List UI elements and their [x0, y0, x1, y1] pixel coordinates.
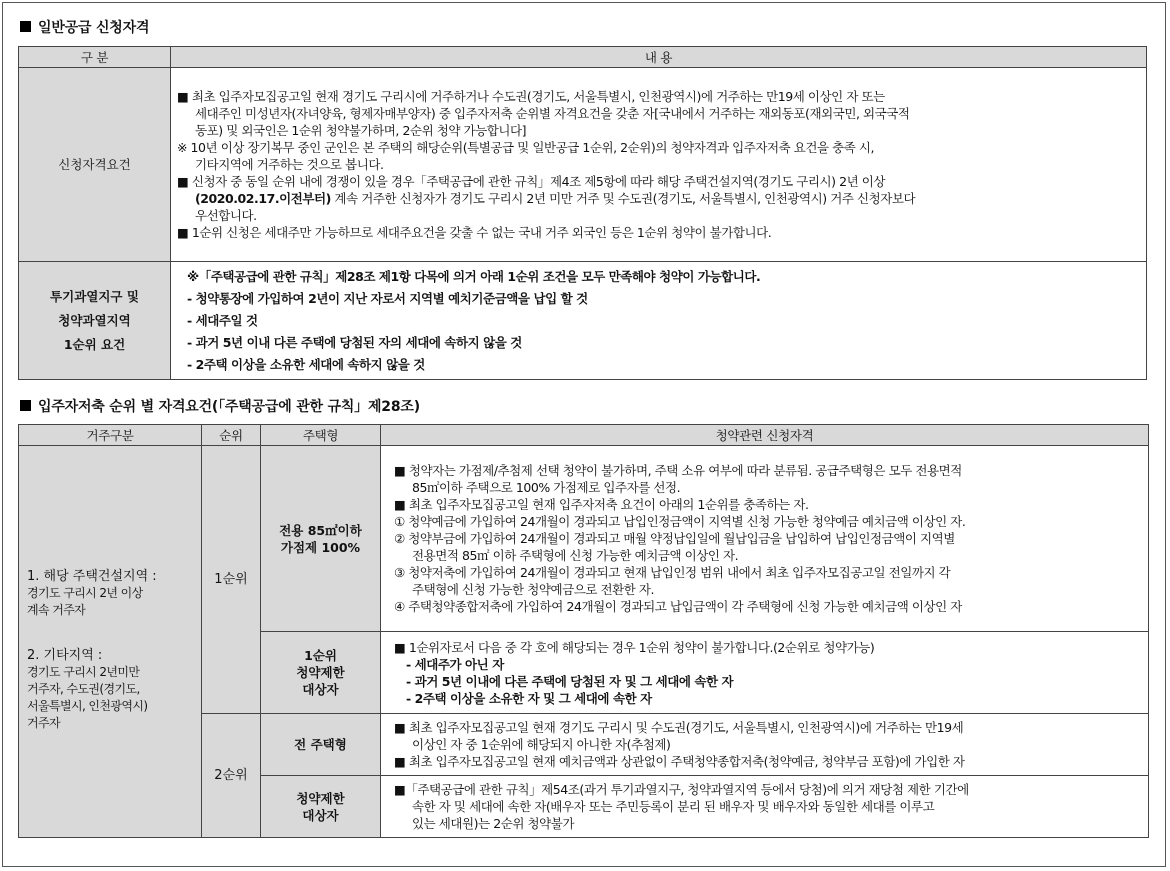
residence-b-line: 거주자 — [27, 715, 60, 730]
section2-title — [20, 396, 420, 416]
type-line: 청약제한 — [296, 790, 345, 806]
residence-b-line: 서울특별시, 인천광역시) — [27, 698, 148, 713]
content-line: ■ 최초 입주자모집공고일 현재 경기도 구리시 및 수도권(경기도, 서울특별시, 인천광역시)에 거주하는 만19세 — [394, 720, 964, 735]
r1-housing-type — [261, 446, 381, 632]
header-housing-type: 주택형 — [261, 425, 381, 446]
r1-qualification — [381, 446, 1149, 632]
r2-qualification — [381, 714, 1149, 776]
date-highlight: (2020.02.17.이전부터) — [195, 191, 331, 206]
type-line: 1순위 — [304, 648, 337, 663]
residence-a-line: 계속 거주자 — [27, 602, 86, 617]
content-line: 우선합니다. — [195, 208, 257, 223]
content-line: ■ 청약자는 가점제/추첨제 선택 청약이 불가하며, 주택 소유 여부에 따라 분류됨. 공급주택형은 모두 전용면적 — [394, 463, 962, 478]
content-line: - 2주택 이상을 소유한 자 및 그 세대에 속한 자 — [406, 690, 652, 706]
residence-a-title: 1. 해당 주택건설지역 : — [27, 568, 157, 584]
residence-b-title: 2. 기타지역 : — [27, 647, 103, 663]
content-line: ① 청약예금에 가입하여 24개월이 경과되고 납입인정금액이 지역별 신청 가능한 청약예금 예치금액 이상인 자. — [394, 514, 966, 529]
type-line: 대상자 — [302, 807, 339, 823]
content-line: ④ 주택청약종합저축에 가입하여 24개월이 경과되고 납입금액이 각 주택형에 신청 가능한 예치금액 이상인 자 — [394, 599, 962, 614]
r2-restriction-type — [261, 776, 381, 838]
rank-qualification-table — [18, 424, 1149, 838]
header-content: 내 용 — [171, 47, 1147, 68]
section2-title-text: 입주자저축 순위 별 자격요건(「주택공급에 관한 규칙」제28조) — [38, 399, 420, 415]
content-line: - 세대주일 것 — [187, 312, 258, 328]
content-line: ※ 10년 이상 장기복무 중인 군인은 본 주택의 해당순위(특별공급 및 일반공급 1순위, 2순위)의 청약자격과 입주자저축 요건을 충족 시, — [177, 140, 875, 155]
header-qualification: 청약관련 신청자격 — [381, 425, 1149, 446]
content-line: ■ 1순위 신청은 세대주만 가능하므로 세대주요건을 갖출 수 없는 국내 거주 외국인 등은 1순위 청약이 불가합니다. — [177, 225, 772, 240]
first-rank-requirement-content — [171, 262, 1147, 380]
r2-restriction-content — [381, 776, 1149, 838]
content-line: ■ 최초 입주자모집공고일 현재 경기도 구리시에 거주하거나 수도권(경기도, 서울특별시, 인천광역시)에 거주하는 만19세 이상인 자 또는 — [177, 89, 885, 104]
content-line: 세대주인 미성년자(자녀양육, 형제자매부양자) 중 입주자저축 순위별 자격요건을 갖춘 자[국내에서 거주하는 재외동포(재외국민, 외국국적 — [195, 106, 910, 121]
content-line: 전용면적 85㎡ 이하 주택형에 신청 가능한 예치금액 이상인 자. — [412, 548, 739, 563]
residence-b-line: 거주자, 수도권(경기도, — [27, 681, 140, 696]
header-category: 구 분 — [19, 47, 171, 68]
content-line: 기타지역에 거주하는 것으로 봅니다. — [195, 157, 384, 172]
type-line: 청약제한 — [296, 665, 345, 680]
label-line: 청약과열지역 — [58, 312, 131, 328]
content-line: ■ 1순위자로서 다음 중 각 호에 해당되는 경우 1순위 청약이 불가합니다.(2순위로 청약가능) — [394, 639, 875, 655]
r2-housing-type: 전 주택형 — [261, 714, 381, 776]
content-line: - 2주택 이상을 소유한 세대에 속하지 않을 것 — [187, 356, 425, 372]
eligibility-content — [171, 68, 1147, 262]
type-line: 전용 85㎡이하 — [279, 522, 362, 538]
r1-restriction-content — [381, 632, 1149, 714]
type-line: 가점제 100% — [280, 539, 361, 555]
square-bullet-icon — [20, 400, 31, 411]
content-line: ■「주택공급에 관한 규칙」제54조(과거 투기과열지구, 청약과열지역 등에서 당첨)에 의거 재당첨 제한 기간에 — [394, 782, 969, 797]
label-line: 1순위 요건 — [63, 336, 126, 352]
content-line: ※「주택공급에 관한 규칙」제28조 제1항 다목에 의거 아래 1순위 조건을 모두 만족해야 청약이 가능합니다. — [187, 268, 761, 284]
rank-2: 2순위 — [202, 714, 261, 838]
eligibility-table — [18, 46, 1147, 380]
label-line: 투기과열지구 및 — [50, 288, 139, 304]
header-rank: 순위 — [202, 425, 261, 446]
content-line: ③ 청약저축에 가입하여 24개월이 경과되고 현재 납입인정 범위 내에서 최초 입주자모집공고일 전일까지 각 — [394, 565, 951, 580]
square-bullet-icon — [20, 21, 31, 32]
content-line: - 세대주가 아닌 자 — [406, 656, 504, 672]
content-line: 속한 자 및 세대에 속한 자(배우자 또는 주민등록이 분리 된 배우자 및 배우자와 동일한 세대를 이루고 — [412, 799, 935, 814]
row-label-first-rank-requirement — [19, 262, 171, 380]
content-line-rest: 계속 거주한 신청자가 경기도 구리시 2년 미만 거주 및 수도권(경기도, 서울특별시, 인천광역시) 거주 신청자보다 — [330, 191, 916, 206]
content-line: 있는 세대원)는 2순위 청약불가 — [412, 816, 575, 831]
content-line: 동포) 및 외국인은 1순위 청약불가하며, 2순위 청약 가능합니다] — [195, 123, 527, 138]
section1-title-text: 일반공급 신청자격 — [38, 20, 150, 36]
content-line: - 과거 5년 이내 다른 주택에 당첨된 자의 세대에 속하지 않을 것 — [187, 334, 522, 350]
residence-a-line: 경기도 구리시 2년 이상 — [27, 585, 143, 600]
content-line: 주택형에 신청 가능한 청약예금으로 전환한 자. — [412, 582, 655, 597]
rank-1: 1순위 — [202, 446, 261, 714]
header-residence: 거주구분 — [19, 425, 202, 446]
content-line: ② 청약부금에 가입하여 24개월이 경과되고 매월 약정납입일에 월납입금을 납입하여 납입인정금액이 지역별 — [394, 531, 955, 546]
content-line: - 청약통장에 가입하여 2년이 지난 자로서 지역별 예치기준금액을 납입 할 것 — [187, 290, 588, 306]
content-line: 85㎡이하 주택으로 100% 가점제로 입주자를 선정. — [412, 480, 681, 495]
section1-title — [20, 17, 149, 37]
content-line — [177, 190, 1140, 207]
content-line: 이상인 자 중 1순위에 해당되지 아니한 자(추첨제) — [412, 737, 671, 752]
content-line: ■ 최초 입주자모집공고일 현재 입주자저축 요건이 아래의 1순위를 충족하는 자. — [394, 497, 809, 512]
r1-restriction-type — [261, 632, 381, 714]
content-line: - 과거 5년 이내에 다른 주택에 당첨된 자 및 그 세대에 속한 자 — [406, 673, 734, 689]
residence-b-line: 경기도 구리시 2년미만 — [27, 664, 140, 679]
type-line: 대상자 — [302, 682, 339, 697]
content-line: ■ 신청자 중 동일 순위 내에 경쟁이 있을 경우「주택공급에 관한 규칙」제4조 제5항에 따라 해당 주택건설지역(경기도 구리시) 2년 이상 — [177, 174, 885, 189]
residence-category — [19, 446, 202, 838]
row-label-eligibility: 신청자격요건 — [19, 68, 171, 262]
content-line: ■ 최초 입주자모집공고일 현재 예치금액과 상관없이 주택청약종합저축(청약예금, 청약부금 포함)에 가입한 자 — [394, 754, 965, 769]
